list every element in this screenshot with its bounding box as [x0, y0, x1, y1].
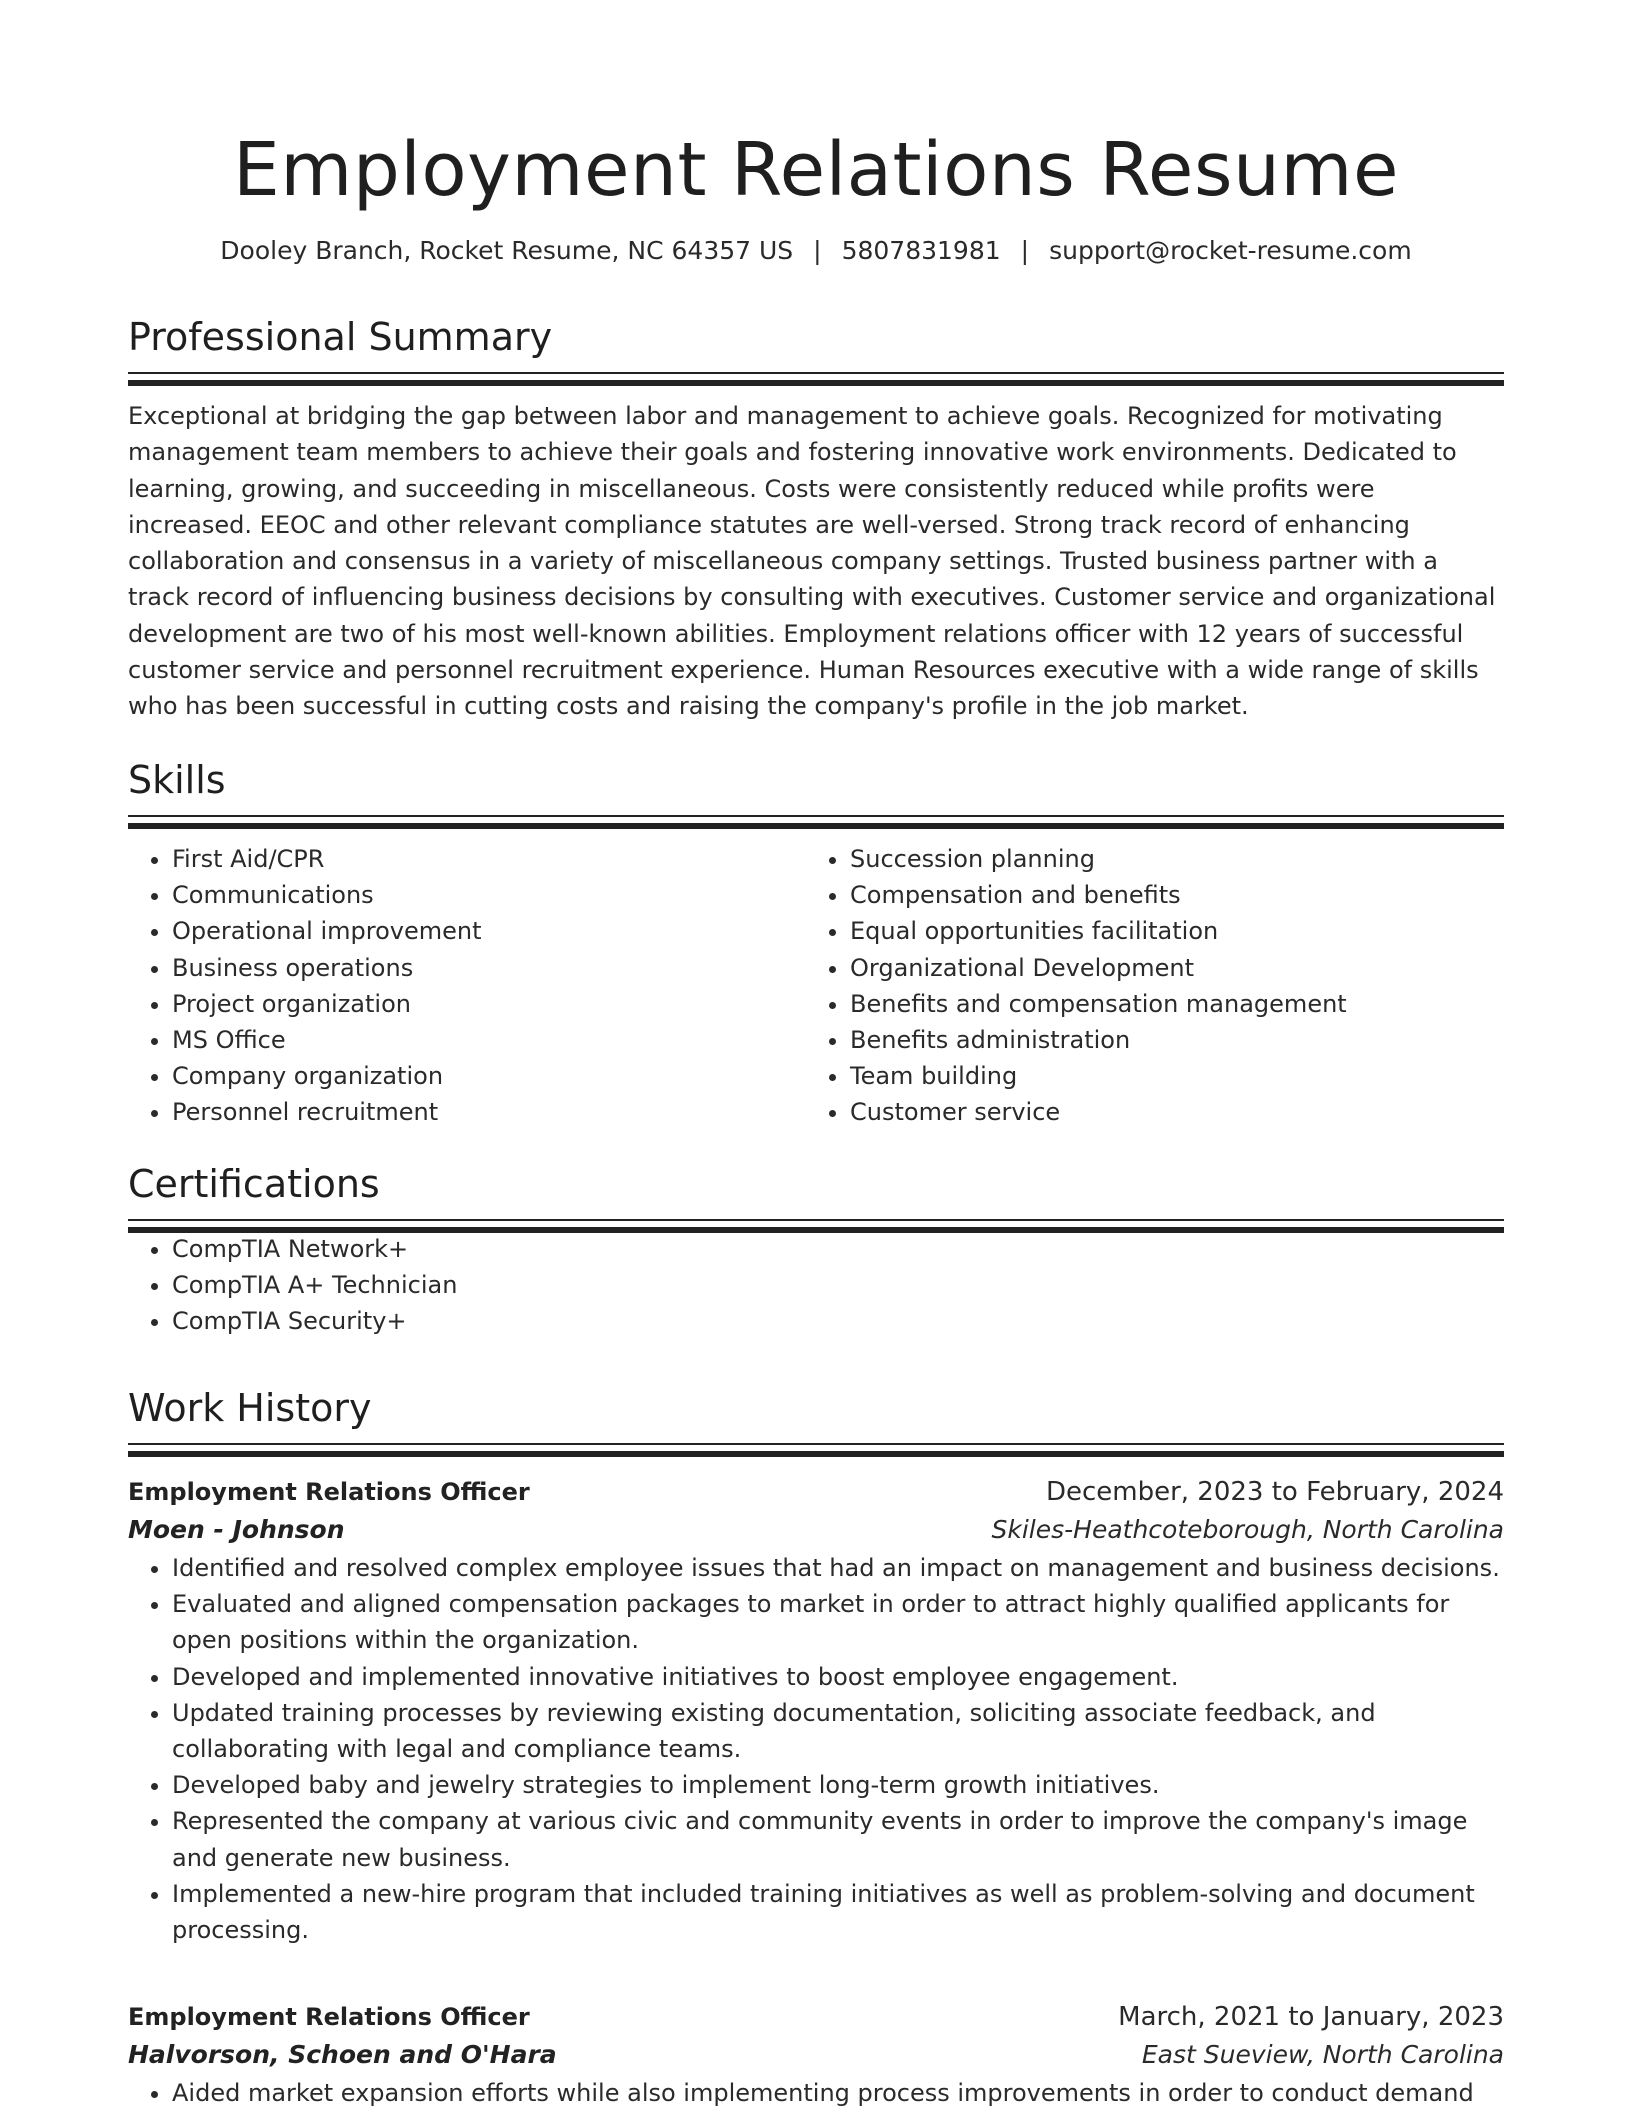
section-divider — [128, 1219, 1504, 1231]
job-location: East Sueview, North Carolina — [1141, 2040, 1504, 2069]
summary-heading: Professional Summary — [128, 315, 553, 359]
job-company: Halvorson, Schoen and O'Hara — [128, 2040, 557, 2069]
certifications-heading: Certifications — [128, 1162, 380, 1206]
job-duty-item: • Represented the company at various civic and community events in order to improve the company's image and generate new business. — [172, 1803, 1504, 1875]
contact-address: Dooley Branch, Rocket Resume, NC 64357 US — [220, 236, 794, 265]
skill-item: • Equal opportunities facilitation — [850, 913, 1484, 949]
summary-section — [128, 312, 1504, 725]
job-entry — [128, 1999, 1504, 2111]
summary-text: Exceptional at bridging the gap between labor and management to achieve goals. Recognized for motivating management team members to achieve their goals and fostering innovative work environments. Dedicated to learning, growing, and succeeding in miscellaneous. Costs were consistently reduced while profits were increased. EEOC and other relevant compliance statutes are well-versed. Strong track record of enhancing collaboration and consensus in a variety of miscellaneous company settings. Trusted business partner with a track record of influencing business decisions by consulting with executives. Customer service and organizational development are two of his most well-known abilities. Employment relations officer with 12 years of successful customer service and personnel recruitment experience. Human Resources executive with a wide range of skills who has been successful in cutting costs and raising the company's profile in the job market. — [128, 402, 1496, 721]
job-subheader — [128, 2035, 1504, 2075]
certification-item: • CompTIA A+ Technician — [172, 1267, 1504, 1303]
job-entry — [128, 1474, 1504, 1948]
job-duty-item: • Updated training processes by reviewing existing documentation, soliciting associate feedback, and collaborating with legal and compliance teams. — [172, 1695, 1504, 1767]
certifications-list — [128, 1231, 1504, 1340]
job-duties-list — [128, 1550, 1504, 1948]
skills-column-left — [128, 841, 806, 1131]
certification-item: • CompTIA Network+ — [172, 1231, 1504, 1267]
job-duty-item: • Developed baby and jewelry strategies to implement long-term growth initiatives. — [172, 1767, 1504, 1803]
job-header — [128, 1474, 1504, 1510]
skill-item: • Compensation and benefits — [850, 877, 1484, 913]
job-title: Employment Relations Officer — [128, 2003, 530, 2031]
job-company: Moen - Johnson — [128, 1515, 345, 1544]
skill-item: • Operational improvement — [172, 913, 806, 949]
resume-title: Employment Relations Resume — [232, 127, 1400, 213]
skill-item: • Succession planning — [850, 841, 1484, 877]
skill-item: • Company organization — [172, 1058, 806, 1094]
skill-item: • Project organization — [172, 986, 806, 1022]
certification-item: • CompTIA Security+ — [172, 1303, 1504, 1339]
job-duty-item: • Aided market expansion efforts while also implementing process improvements in order to conduct demand — [172, 2075, 1504, 2111]
certifications-section — [128, 1159, 1504, 1340]
skill-item: • Personnel recruitment — [172, 1094, 806, 1130]
job-location: Skiles-Heathcoteborough, North Carolina — [991, 1515, 1504, 1544]
job-duties-list — [128, 2075, 1504, 2111]
work-history-section — [128, 1383, 1504, 1455]
skill-item: • MS Office — [172, 1022, 806, 1058]
skills-columns — [128, 841, 1504, 1131]
section-divider — [128, 815, 1504, 827]
skills-column-right — [806, 841, 1484, 1131]
skill-item: • Benefits and compensation management — [850, 986, 1484, 1022]
job-subheader — [128, 1510, 1504, 1550]
skills-section — [128, 755, 1504, 1131]
skill-item: • Benefits administration — [850, 1022, 1484, 1058]
skills-heading: Skills — [128, 758, 226, 802]
job-dates: December, 2023 to February, 2024 — [1045, 1477, 1504, 1507]
contact-phone: 5807831981 — [841, 236, 1001, 265]
section-divider — [128, 372, 1504, 384]
job-title: Employment Relations Officer — [128, 1478, 530, 1506]
contact-line — [128, 234, 1504, 268]
contact-separator: | — [1020, 236, 1030, 265]
job-duty-item: • Implemented a new-hire program that included training initiatives as well as problem-solving and document processing. — [172, 1876, 1504, 1948]
skill-item: • First Aid/CPR — [172, 841, 806, 877]
section-divider — [128, 1443, 1504, 1455]
contact-separator: | — [813, 236, 822, 265]
job-duty-item: • Developed and implemented innovative initiatives to boost employee engagement. — [172, 1659, 1504, 1695]
skill-item: • Customer service — [850, 1094, 1484, 1130]
skills-list-left — [128, 841, 806, 1131]
job-dates: March, 2021 to January, 2023 — [1118, 2002, 1504, 2032]
skill-item: • Business operations — [172, 950, 806, 986]
skills-list-right — [806, 841, 1484, 1131]
job-duty-item: • Evaluated and aligned compensation packages to market in order to attract highly qualified applicants for open positions within the organization. — [172, 1586, 1504, 1658]
contact-email: support@rocket-resume.com — [1049, 236, 1412, 265]
work-history-heading: Work History — [128, 1386, 372, 1430]
job-duty-item: • Identified and resolved complex employee issues that had an impact on management and business decisions. — [172, 1550, 1504, 1586]
resume-page — [128, 0, 1504, 2107]
skill-item: • Communications — [172, 877, 806, 913]
job-header — [128, 1999, 1504, 2035]
skill-item: • Organizational Development — [850, 950, 1484, 986]
skill-item: • Team building — [850, 1058, 1484, 1094]
